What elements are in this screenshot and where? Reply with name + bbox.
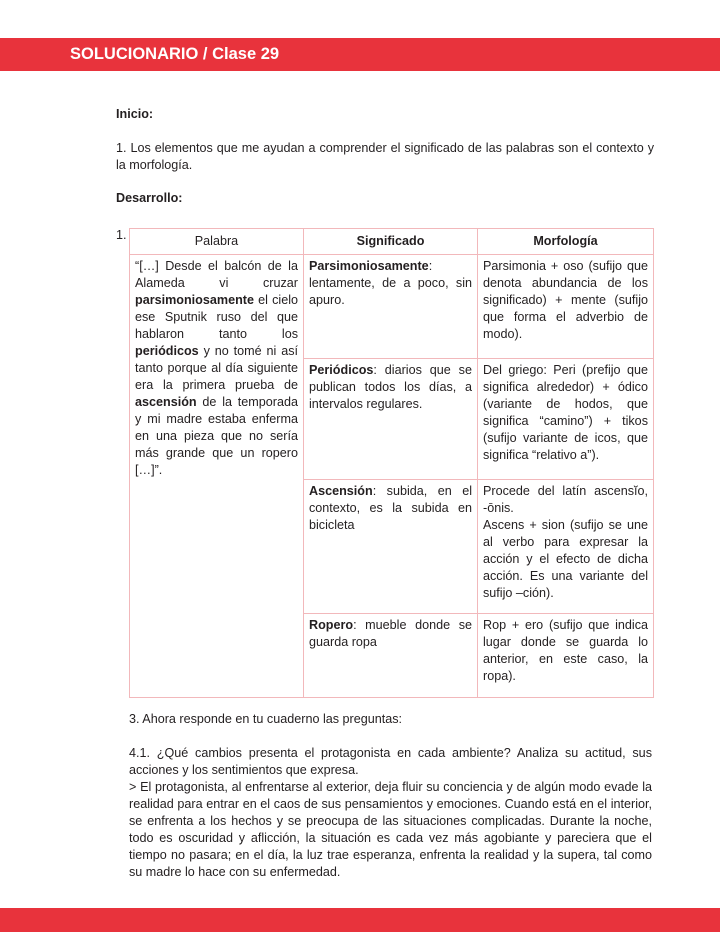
meaning-cell: [304, 480, 478, 614]
question-4-1: 4.1. ¿Qué cambios presenta el protagonista en cada ambiente? Analiza su actitud, sus acciones y los sentimientos que expresa.: [129, 746, 652, 777]
quote-word: periódicos: [135, 344, 199, 358]
quote-text: y no tomé ni así tanto porque al día siguiente era la primera prueba de: [135, 344, 298, 392]
column-header-morfologia: Morfología: [478, 229, 654, 255]
meaning-text: : mueble donde se guarda ropa: [309, 618, 472, 649]
vocabulary-table: [129, 228, 654, 698]
page-title: SOLUCIONARIO / Clase 29: [70, 45, 280, 63]
morphology-text: Ascens + sion (sufijo se une al verbo para expresar la acción y el efecto de dicha acción. Es una variante del sufijo –ción).: [483, 518, 648, 600]
meaning-cell: [304, 255, 478, 359]
term: Ascensión: [309, 484, 373, 498]
morphology-cell: Rop + ero (sufijo que indica lugar donde se guarda lo anterior, en este caso, la ropa).: [478, 614, 654, 698]
morphology-cell: Del griego: Peri (prefijo que significa alrededor) + ódico (variante de hodos, que significa “camino”) + tikos (sufijo variante de icos, que significa “relativo a”).: [478, 359, 654, 480]
quote-text: “[…] Desde el balcón de la Alameda vi cruzar: [135, 259, 298, 290]
table-row: [130, 255, 654, 359]
quote-word: parsimoniosamente: [135, 293, 254, 307]
footer-bar: [0, 908, 720, 932]
column-header-palabra: Palabra: [130, 229, 304, 255]
meaning-cell: [304, 614, 478, 698]
quote-word: ascensión: [135, 395, 197, 409]
meaning-text: : lentamente, de a poco, sin apuro.: [309, 259, 472, 307]
quote-text: de la temporada y mi madre estaba enferma en una pieza que no sería más grande que un ropero […]”.: [135, 395, 298, 477]
answer-4-1: > El protagonista, al enfrentarse al exterior, deja fluir su conciencia y de algún modo evade la realidad para entrar en el caos de sus pensamientos y emociones. Cuando está en el interior, se enfrenta a los hechos y se preocupa de las situaciones complicadas. Durante la noche, todo es oscuridad y aflicción, la situación es cada vez más agobiante y pareciera que el tiempo no pasara; en el día, la luz trae esperanza, enfrenta la realidad y la supera, tal como su madre lo hace con su enfermedad.: [129, 780, 652, 879]
table-header-row: [130, 229, 654, 255]
morphology-cell: Parsimonia + oso (sufijo que denota abundancia de los significado) + mente (sufijo que forma el adverbio de modo).: [478, 255, 654, 359]
meaning-cell: [304, 359, 478, 480]
column-header-significado: Significado: [304, 229, 478, 255]
morphology-cell: [478, 480, 654, 614]
quote-text: el cielo ese Sputnik ruso del que hablaron tanto los: [135, 293, 298, 341]
desarrollo-number: 1.: [116, 228, 127, 242]
term: Periódicos: [309, 363, 374, 377]
header-bar: [0, 38, 720, 71]
term: Parsimoniosamente: [309, 259, 429, 273]
quote-cell: [130, 255, 304, 698]
morphology-text: Procede del latín ascensĭo, -ōnis.: [483, 484, 648, 515]
inicio-item: 1. Los elementos que me ayudan a comprender el significado de las palabras son el contexto y la morfología.: [116, 141, 654, 172]
meaning-text: : diarios que se publican todos los días, a intervalos regulares.: [309, 363, 472, 411]
meaning-text: : subida, en el contexto, es la subida en bicicleta: [309, 484, 472, 532]
desarrollo-heading: Desarrollo:: [116, 191, 183, 205]
inicio-heading: Inicio:: [116, 107, 154, 121]
term: Ropero: [309, 618, 354, 632]
section3-text: 3. Ahora responde en tu cuaderno las preguntas:: [129, 712, 403, 726]
